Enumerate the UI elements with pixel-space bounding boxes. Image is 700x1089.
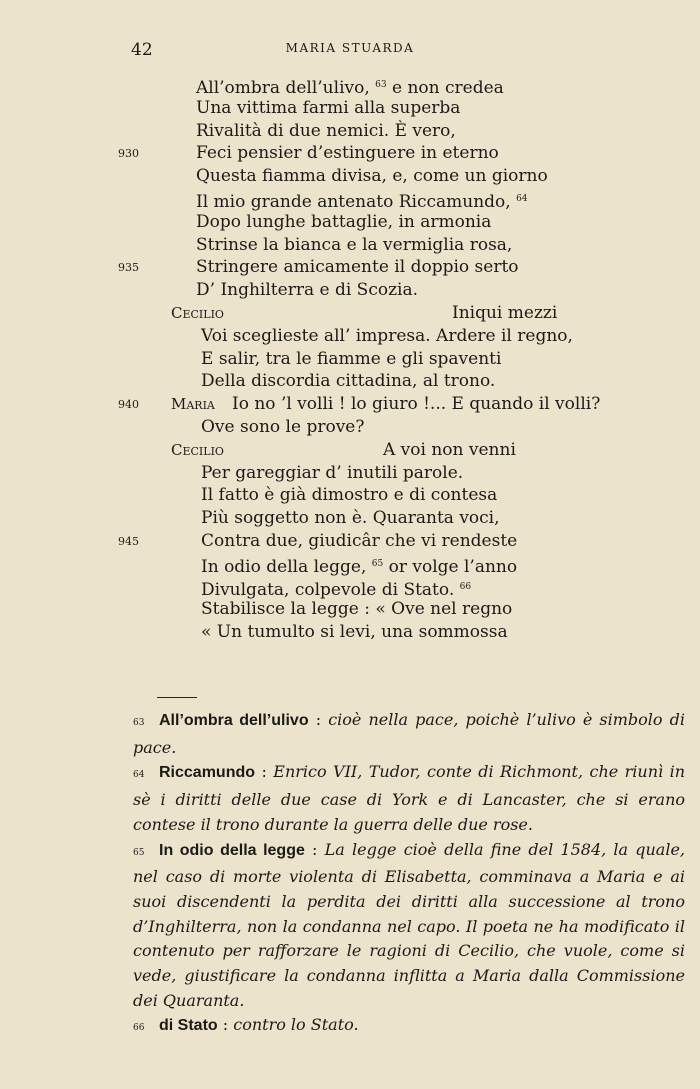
verse-text: D’ Inghilterra e di Scozia. <box>196 280 419 301</box>
page-number: 42 <box>131 40 153 60</box>
verse-text: Una vittima farmi alla superba <box>196 97 461 118</box>
verse-text: Questa fiamma divisa, e, come un giorno <box>196 166 548 187</box>
verse-text: Voi sceglieste all’ impresa. Ardere il regno, <box>201 325 573 346</box>
verse-line <box>0 279 700 302</box>
verse-text: E salir, tra le fiamme e gli spaventi <box>201 348 502 369</box>
verse-line <box>0 484 700 507</box>
verse-line <box>0 188 700 211</box>
verse-line <box>0 74 700 97</box>
running-title: MARIA STUARDA <box>285 41 415 55</box>
verse-line <box>0 302 700 325</box>
verse-text: Stringere amicamente il doppio serto <box>196 257 519 278</box>
verse-text: Divulgata, colpevole di Stato. $^{66}$ <box>201 579 472 600</box>
line-number: 930 <box>118 147 139 161</box>
speaker-name: Maria <box>171 395 215 414</box>
line-number: 940 <box>118 398 139 412</box>
verse-text: Stabilisce la legge : « Ove nel regno <box>201 599 513 620</box>
verse-line <box>0 553 700 576</box>
verse-line <box>0 370 700 393</box>
verse-line <box>0 416 700 439</box>
footnotes <box>133 708 685 1041</box>
verse-line <box>0 234 700 257</box>
verse-text: In odio della legge, $^{65}$ or volge l’anno <box>201 556 518 577</box>
footnote-heading: di Stato <box>159 1017 218 1035</box>
verse-line <box>0 598 700 621</box>
verse-text: Iniqui mezzi <box>452 302 558 323</box>
verse-text: Della discordia cittadina, al trono. <box>201 371 496 392</box>
verse-line <box>0 621 700 644</box>
footnote-marker: 65 <box>371 558 384 569</box>
footnote-number: 64 <box>133 770 145 781</box>
verse-line <box>0 462 700 485</box>
verse-text: Strinse la bianca e la vermiglia rosa, <box>196 234 513 255</box>
verse-text: Feci pensier d’estinguere in eterno <box>196 143 499 164</box>
footnote: 65 In odio della legge : La legge cioè della fine del 1584, la quale, nel caso di morte violenta di Elisabetta, comminava a Maria e ai suoi discendenti la perdita dei diritti alla successione al trono d’Inghilterra, non la condanna nel capo. Il poeta ne ha modificato il contenuto per rafforzare le ragioni di Cecilio, che vuole, come si vede, giustificare la condanna inflitta a Maria dalla Commissione dei Quaranta. <box>133 839 685 1010</box>
verse-text: Dopo lunghe battaglie, in armonia <box>196 211 492 232</box>
line-number: 935 <box>118 261 139 275</box>
footnote-body: Enrico VII, Tudor, conte di Richmont, che riunì in sè i diritti delle due case di York e di Lancaster, che si erano contese il trono durante la guerra delle due rose. <box>133 762 686 834</box>
footnote-heading: In odio della legge <box>159 841 305 859</box>
footnote-heading: All’ombra dell’ulivo <box>159 712 309 729</box>
verse-line <box>0 97 700 120</box>
verse-line <box>0 393 700 416</box>
verse-line <box>0 507 700 530</box>
verse-text: All’ombra dell’ulivo, $^{63}$ e non credea <box>196 78 504 98</box>
verse-text: Contra due, giudicâr che vi rendeste <box>201 530 518 551</box>
verse-text: Rivalità di due nemici. È vero, <box>196 120 456 141</box>
verse-text: Il mio grande antenato Riccamundo, $^{64}$ <box>196 191 528 212</box>
speaker-name: Cecilio <box>171 440 224 459</box>
verse-line <box>0 576 700 599</box>
verse-text: Il fatto è già dimostro e di contesa <box>201 485 498 506</box>
line-number: 945 <box>118 534 139 548</box>
footnote: 64 Riccamundo : Enrico VII, Tudor, conte di Richmont, che riunì in sè i diritti delle due case di York e di Lancaster, che si erano contese il trono durante la guerra delle due rose. <box>133 762 686 834</box>
footnote-number: 66 <box>133 1023 145 1034</box>
footnote-number: 63 <box>133 718 145 728</box>
footnote-number: 65 <box>133 847 145 858</box>
footnote-body: cioè nella pace, poichè l’ulivo è simbolo di pace. <box>133 710 686 757</box>
verse-line <box>0 256 700 279</box>
verse-line <box>0 530 700 553</box>
footnote-heading: Riccamundo <box>159 764 256 782</box>
verse-text: Per gareggiar d’ inutili parole. <box>201 462 464 483</box>
speaker-name: Cecilio <box>171 303 224 322</box>
verse-line <box>0 165 700 188</box>
verse-block <box>0 74 700 644</box>
verse-line <box>0 142 700 165</box>
footnote-marker: 64 <box>516 193 528 204</box>
verse-text: Ove sono le prove? <box>201 416 365 437</box>
verse-line <box>0 325 700 348</box>
footnote-body: La legge cioè della fine del 1584, la quale, nel caso di morte violenta di Elisabetta, comminava a Maria e ai suoi discendenti la perdita dei diritti alla successione al trono d’Inghilterra, non la condanna nel capo. Il poeta ne ha modificato il contenuto per rafforzare le ragioni di Cecilio, che vuole, come si vede, giustificare la condanna inflitta a Maria dalla Commissione dei Quaranta. <box>133 839 685 1010</box>
footnote-rule <box>157 697 197 698</box>
verse-text: Io no ’l volli ! lo giuro !... E quando il volli? <box>232 394 601 415</box>
verse-text: A voi non venni <box>383 439 516 460</box>
footnote: 63 All’ombra dell’ulivo : cioè nella pace, poichè l’ulivo è simbolo di pace. <box>133 710 686 757</box>
verse-text: « Un tumulto si levi, una sommossa <box>201 622 508 643</box>
verse-line <box>0 120 700 143</box>
footnote-marker: 63 <box>375 80 387 90</box>
footnote-marker: 66 <box>459 581 472 592</box>
footnote: 66 di Stato : contro lo Stato. <box>133 1015 359 1035</box>
footnote-body: contro lo Stato. <box>233 1015 359 1035</box>
verse-line <box>0 211 700 234</box>
verse-line <box>0 348 700 371</box>
verse-text: Più soggetto non è. Quaranta voci, <box>201 508 500 529</box>
verse-line <box>0 439 700 462</box>
